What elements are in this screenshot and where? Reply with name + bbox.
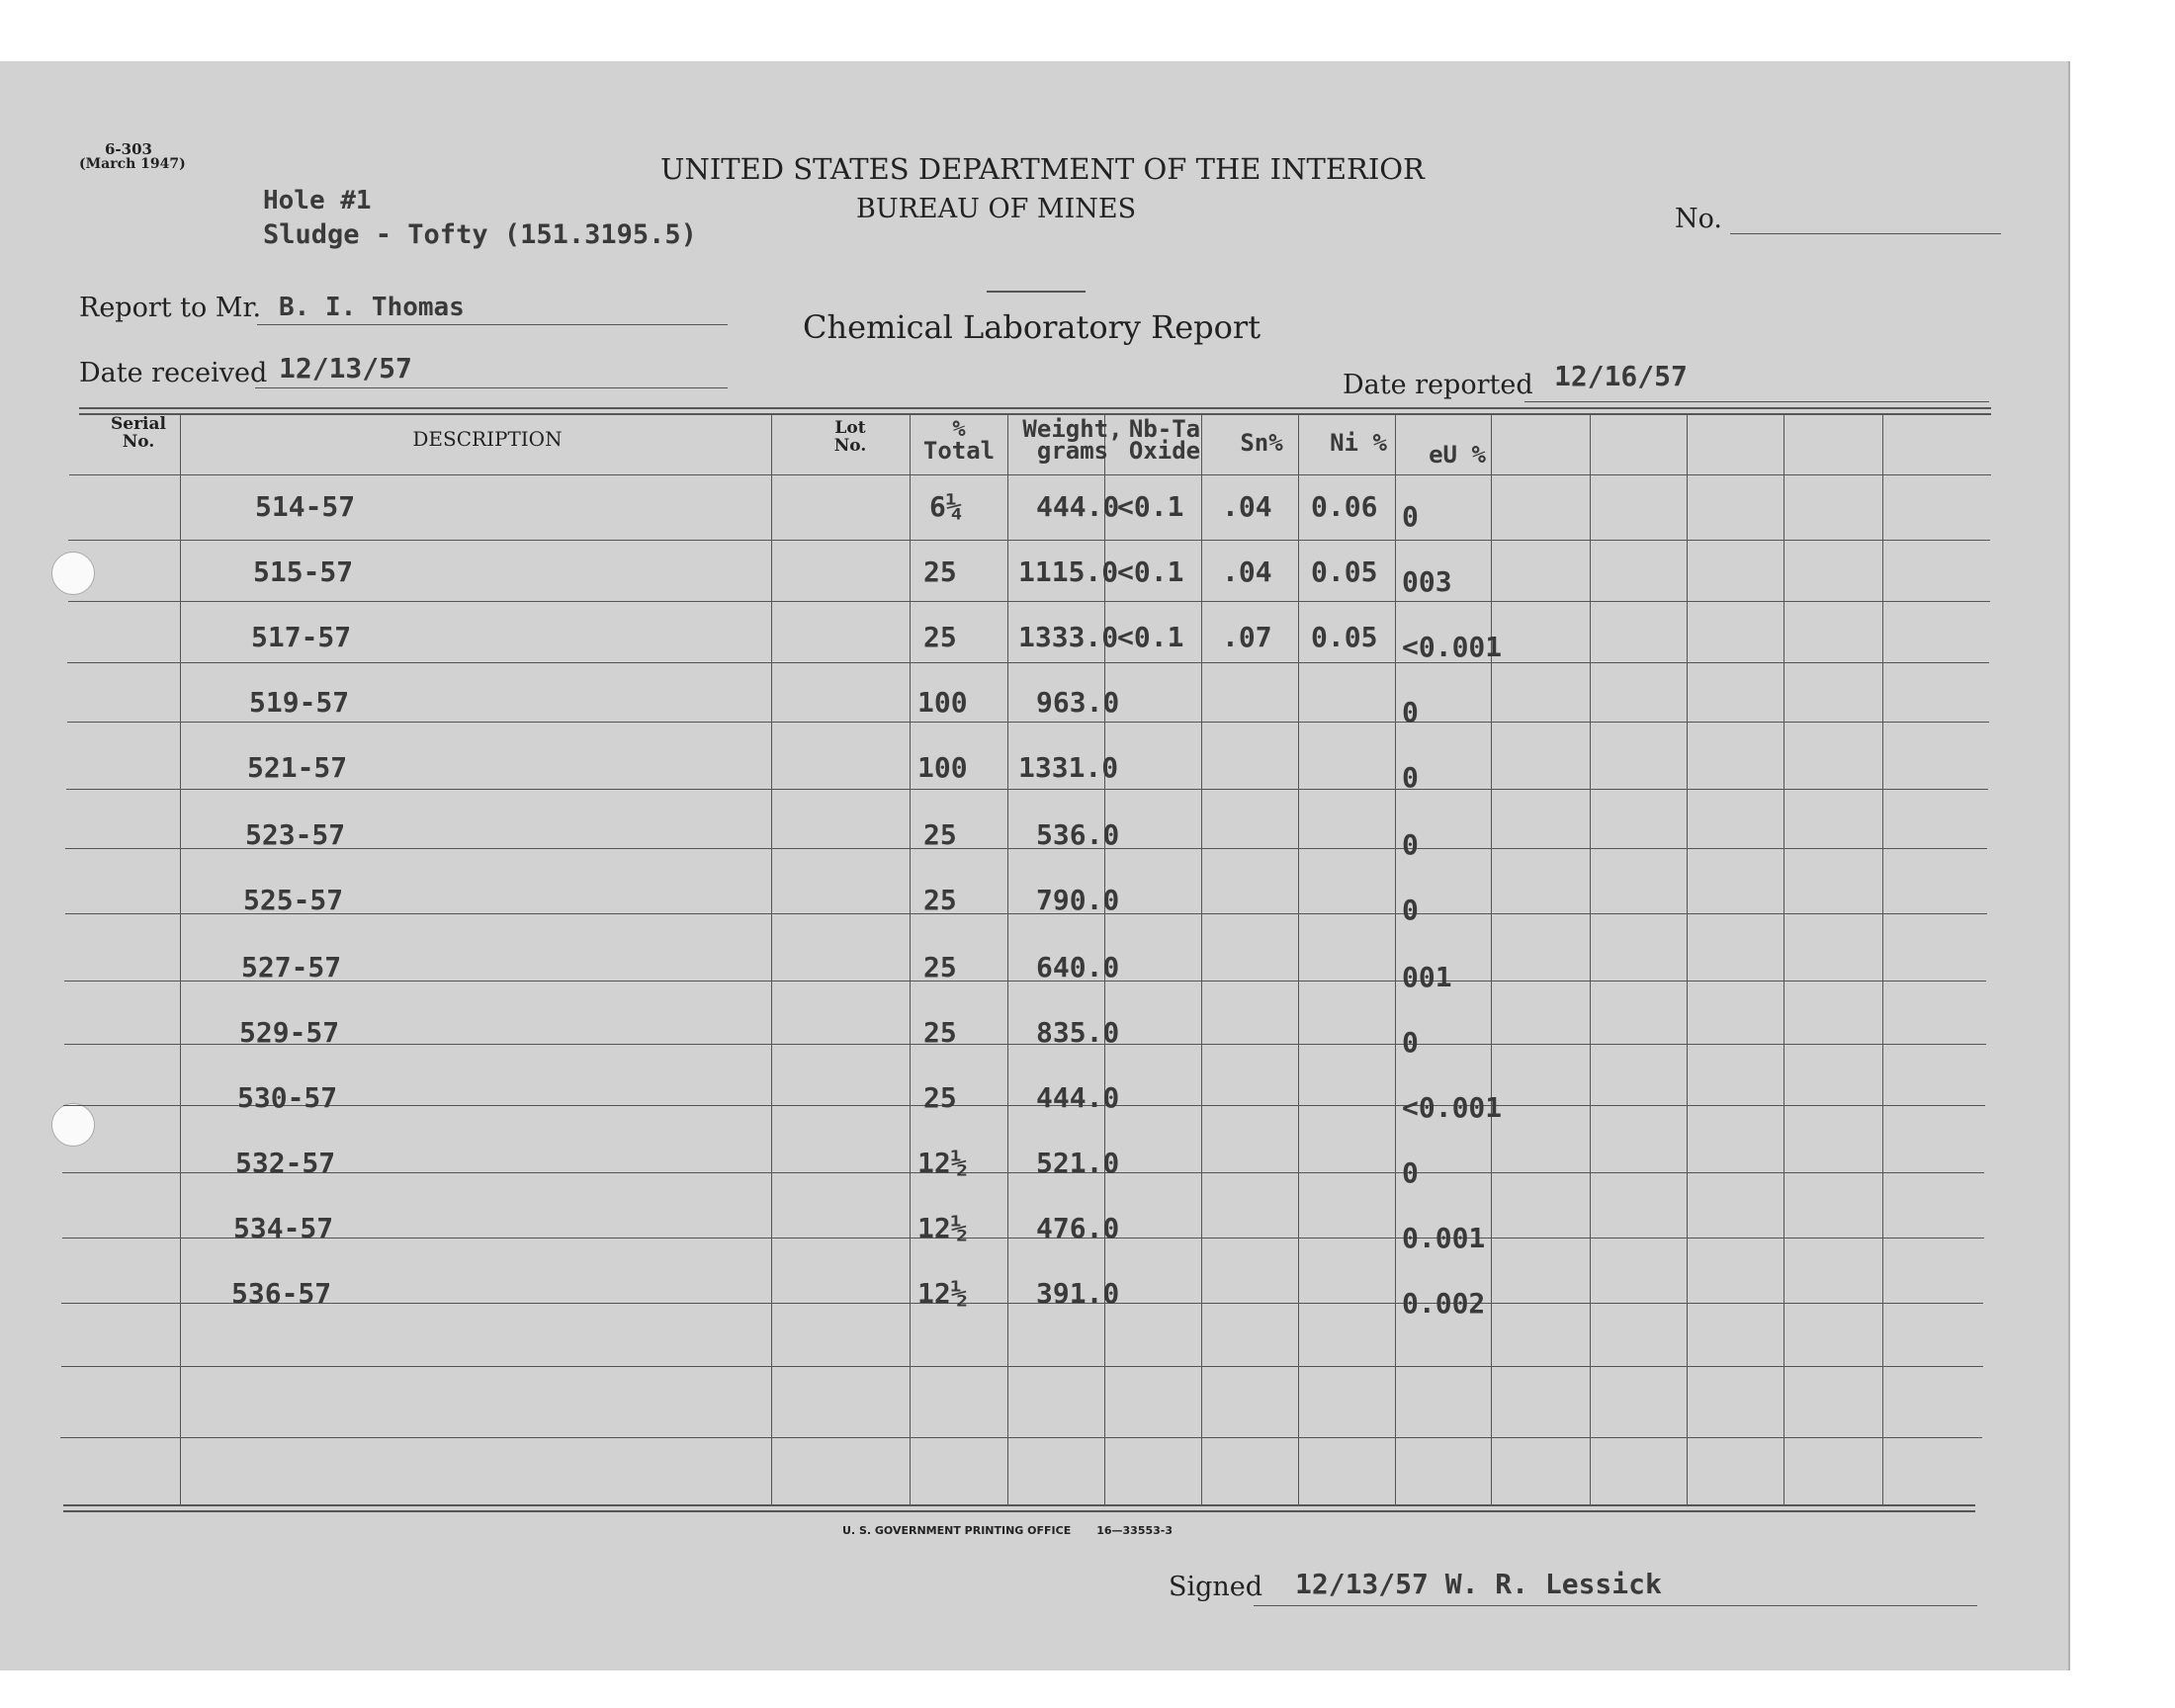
cell-total: 25 [923,1016,957,1049]
row-rule [60,1437,1982,1438]
col-header-lot: Lot No. [833,418,867,456]
report-sheet [0,61,2070,1670]
column-rule [1687,415,1688,1504]
table-bottom-rule-2 [63,1510,1975,1512]
cell-eu: <0.001 [1402,631,1503,663]
sludge-label: Sludge - Tofty (151.3195.5) [263,219,697,250]
cell-weight: 521.0 [1036,1147,1120,1179]
column-rule [1590,415,1591,1504]
col-header-total: Total [922,437,996,465]
date-reported-value: 12/16/57 [1554,360,1688,392]
cell-eu: 0 [1402,500,1419,533]
cell-ni: 0.05 [1311,621,1378,653]
cell-oxide: <0.1 [1117,490,1184,523]
cell-eu: 0 [1402,1156,1419,1189]
signed-label: Signed [1169,1572,1263,1602]
signed-value: 12/13/57 W. R. Lessick [1295,1568,1662,1600]
report-to-label: Report to Mr. [79,293,262,323]
cell-weight: 1333.0 [1018,621,1119,653]
printer-code: 16—33553-3 [1096,1524,1174,1537]
cell-weight: 476.0 [1036,1212,1120,1244]
date-received-label: Date received [79,358,268,388]
cell-total: 100 [917,686,968,719]
col-header-weight: grams [1036,437,1109,465]
cell-total: 12½ [917,1212,968,1244]
cell-desc: 523-57 [245,818,346,851]
cell-weight: 963.0 [1036,686,1120,719]
cell-total: 25 [923,1081,957,1114]
date-reported-label: Date reported [1343,370,1533,400]
cell-eu: 001 [1402,961,1452,993]
cell-weight: 444.0 [1036,490,1120,523]
title-rule [987,291,1086,293]
row-rule [69,474,1991,475]
row-rule [67,662,1989,663]
report-to-value: B. I. Thomas [279,293,465,322]
cell-sn: .04 [1222,555,1272,588]
cell-weight: 391.0 [1036,1277,1120,1310]
cell-total: 25 [923,555,957,588]
cell-total: 25 [923,884,957,916]
report-to-line [257,324,728,325]
cell-eu: <0.001 [1402,1091,1503,1124]
col-header-oxide: Oxide [1128,437,1201,465]
row-rule [64,1044,1986,1045]
row-rule [62,1172,1984,1173]
row-rule [65,848,1987,849]
date-reported-line [1524,401,1989,402]
cell-eu: 0 [1402,828,1419,861]
form-number: 6-303 [105,140,152,158]
date-received-value: 12/13/57 [279,352,412,384]
row-rule [66,789,1988,790]
cell-total: 25 [923,951,957,983]
cell-eu: 003 [1402,565,1452,598]
no-label: No. [1675,204,1722,234]
table-bottom-rule-1 [63,1504,1975,1506]
cell-desc: 532-57 [235,1147,336,1179]
column-rule [1298,415,1299,1504]
row-rule [68,540,1990,541]
cell-eu: 0 [1402,894,1419,926]
cell-ni: 0.06 [1311,490,1378,523]
cell-weight: 444.0 [1036,1081,1120,1114]
cell-oxide: <0.1 [1117,621,1184,653]
row-rule [61,1303,1983,1304]
cell-desc: 527-57 [241,951,342,983]
cell-total: 12½ [917,1147,968,1179]
punch-hole-bottom [51,1103,95,1147]
row-rule [67,722,1989,723]
cell-weight: 1115.0 [1018,555,1119,588]
cell-desc: 521-57 [247,751,348,784]
col-header-ni: Ni % [1330,429,1387,457]
cell-eu: 0 [1402,1026,1419,1059]
col-header-serial: Serial No. [111,414,166,452]
report-title: Chemical Laboratory Report [803,308,1262,346]
row-rule [64,981,1986,982]
agency-name: UNITED STATES DEPARTMENT OF THE INTERIOR [660,152,1425,186]
printer-name: U. S. GOVERNMENT PRINTING OFFICE [842,1524,1072,1537]
cell-total: 6¼ [929,490,963,523]
column-rule [180,415,181,1504]
cell-sn: .07 [1222,621,1272,653]
cell-eu: 0 [1402,761,1419,794]
cell-sn: .04 [1222,490,1272,523]
col-header-description: DESCRIPTION [412,427,563,451]
cell-total: 25 [923,621,957,653]
column-rule [1007,415,1008,1504]
cell-eu: 0.001 [1402,1222,1486,1254]
date-received-line [255,387,728,388]
cell-desc: 530-57 [237,1081,338,1114]
cell-eu: 0.002 [1402,1287,1486,1320]
row-rule [63,1105,1985,1106]
row-rule [65,913,1987,914]
col-header-eu: eU % [1429,441,1486,469]
cell-desc: 536-57 [231,1277,332,1310]
printer-imprint [842,1524,1173,1537]
cell-weight: 835.0 [1036,1016,1120,1049]
cell-total: 100 [917,751,968,784]
cell-oxide: <0.1 [1117,555,1184,588]
row-rule [61,1366,1983,1367]
cell-eu: 0 [1402,696,1419,728]
cell-weight: 790.0 [1036,884,1120,916]
cell-desc: 514-57 [255,490,356,523]
bureau-name: BUREAU OF MINES [856,194,1137,224]
punch-hole-top [51,552,95,595]
col-header-sn: Sn% [1240,429,1283,457]
cell-desc: 534-57 [233,1212,334,1244]
no-field-line [1730,233,2001,234]
cell-desc: 519-57 [249,686,350,719]
cell-desc: 525-57 [243,884,344,916]
signed-line [1254,1605,1977,1606]
column-rule [1201,415,1202,1504]
table-top-rule-1 [79,407,1991,409]
cell-ni: 0.05 [1311,555,1378,588]
column-rule [1491,415,1492,1504]
cell-desc: 515-57 [253,555,354,588]
cell-weight: 640.0 [1036,951,1120,983]
column-rule [910,415,911,1504]
cell-desc: 517-57 [251,621,352,653]
col-header-oxide-top: Nb-Ta [1128,415,1201,443]
column-rule [771,415,772,1504]
row-rule [68,601,1990,602]
hole-label: Hole #1 [263,186,372,215]
cell-weight: 1331.0 [1018,751,1119,784]
cell-desc: 529-57 [239,1016,340,1049]
col-header-total-top: % [952,417,966,442]
column-rule [1882,415,1883,1504]
cell-total: 25 [923,818,957,851]
cell-weight: 536.0 [1036,818,1120,851]
cell-total: 12½ [917,1277,968,1310]
col-header-weight-top: Weight, [1022,415,1123,443]
column-rule [1395,415,1396,1504]
form-edition: (March 1947) [79,156,186,172]
